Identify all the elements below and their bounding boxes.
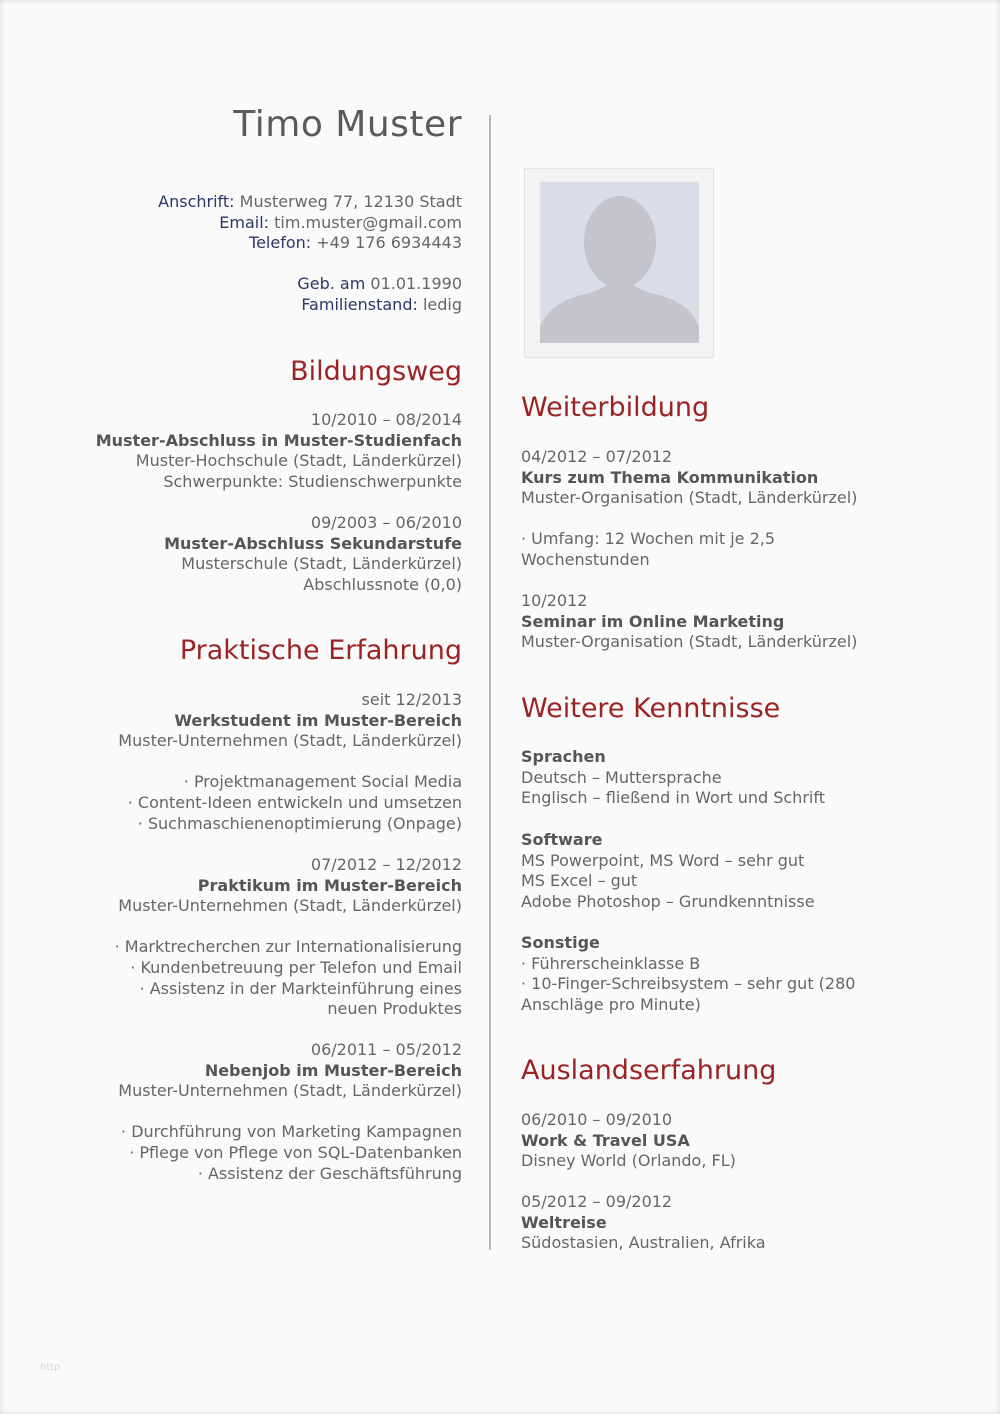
column-divider xyxy=(489,115,491,1250)
group-heading: Sonstige xyxy=(521,933,600,952)
abroad-entry xyxy=(521,1192,766,1254)
entry-title: Weltreise xyxy=(521,1212,607,1232)
bullet-item: · Kundenbetreuung per Telefon und Email xyxy=(130,957,462,977)
bullet-item: Wochenstunden xyxy=(521,549,650,569)
entry-title: Praktikum im Muster-Bereich xyxy=(197,875,462,895)
training-entry xyxy=(521,447,857,571)
entry-date: 10/2010 – 08/2014 xyxy=(310,410,462,429)
section-title-praxis: Praktische Erfahrung xyxy=(179,635,462,666)
contact-address xyxy=(158,192,462,213)
entry-institution: Muster-Hochschule (Stadt, Länderkürzel) xyxy=(135,451,462,471)
bullet-item: · Marktrecherchen zur Internationalisierung xyxy=(114,937,462,957)
entry-date: 09/2003 – 06/2010 xyxy=(310,513,462,532)
skill-line: Englisch – fließend in Wort und Schrift xyxy=(521,788,825,808)
entry-title: Work & Travel USA xyxy=(521,1130,690,1150)
watermark-text: http xyxy=(40,1362,61,1373)
skill-line: Adobe Photoshop – Grundkenntnisse xyxy=(521,891,815,911)
contact-phone xyxy=(249,233,462,254)
section-title-ausland: Auslandserfahrung xyxy=(521,1055,777,1086)
experience-entry xyxy=(118,1040,462,1184)
avatar xyxy=(540,182,699,343)
entry-organization: Muster-Unternehmen (Stadt, Länderkürzel) xyxy=(118,896,462,916)
bullet-item: · Pflege von Pflege von SQL-Datenbanken xyxy=(129,1142,462,1162)
person-name: Timo Muster xyxy=(233,104,462,145)
profile-photo-frame xyxy=(524,168,714,358)
spacer xyxy=(115,917,462,938)
education-entry xyxy=(96,410,462,492)
email-value: tim.muster@gmail.com xyxy=(274,213,462,232)
section-title-kenntnisse: Weitere Kenntnisse xyxy=(521,693,781,724)
group-heading: Sprachen xyxy=(521,747,606,766)
entry-organization: Muster-Organisation (Stadt, Länderkürzel) xyxy=(521,632,858,652)
entry-location: Südostasien, Australien, Afrika xyxy=(521,1233,766,1253)
email-label: Email: xyxy=(219,213,270,232)
bullet-item: neuen Produktes xyxy=(327,999,462,1019)
entry-date: 10/2012 xyxy=(521,591,588,610)
entry-organization: Muster-Unternehmen (Stadt, Länderkürzel) xyxy=(118,1081,462,1101)
entry-location: Disney World (Orlando, FL) xyxy=(521,1151,736,1171)
bullet-item: · Umfang: 12 Wochen mit je 2,5 xyxy=(521,529,776,549)
skills-group xyxy=(521,830,815,912)
phone-label: Telefon: xyxy=(249,233,312,252)
spacer xyxy=(521,509,857,530)
status-value: ledig xyxy=(422,295,462,314)
address-value: Musterweg 77, 12130 Stadt xyxy=(239,192,462,211)
experience-entry xyxy=(115,855,462,1020)
skills-group xyxy=(521,933,855,1015)
entry-organization: Muster-Organisation (Stadt, Länderkürzel) xyxy=(521,488,858,508)
skill-line: · Führerscheinklasse B xyxy=(521,953,701,973)
spacer xyxy=(118,752,462,773)
status-label: Familienstand: xyxy=(301,295,418,314)
abroad-entry xyxy=(521,1110,736,1172)
birth-label: Geb. am xyxy=(297,274,366,293)
skill-line: · 10-Finger-Schreibsystem – sehr gut (280 xyxy=(521,974,856,994)
skill-line: MS Excel – gut xyxy=(521,871,638,891)
entry-institution: Musterschule (Stadt, Länderkürzel) xyxy=(181,554,462,574)
contact-birth xyxy=(297,274,462,295)
birth-value: 01.01.1990 xyxy=(370,274,462,293)
section-title-bildungsweg: Bildungsweg xyxy=(290,356,462,387)
skill-line: Deutsch – Muttersprache xyxy=(521,767,722,787)
entry-date: 04/2012 – 07/2012 xyxy=(521,447,673,466)
spacer xyxy=(118,1102,462,1123)
bullet-item: · Assistenz in der Markteinführung eines xyxy=(139,978,462,998)
person-silhouette-icon xyxy=(540,182,699,343)
section-title-weiterbildung: Weiterbildung xyxy=(521,392,710,423)
experience-entry xyxy=(118,690,462,834)
group-heading: Software xyxy=(521,830,603,849)
skill-line: Anschläge pro Minute) xyxy=(521,994,701,1014)
entry-title: Nebenjob im Muster-Bereich xyxy=(204,1060,462,1080)
bullet-item: · Durchführung von Marketing Kampagnen xyxy=(121,1122,462,1142)
entry-title: Kurs zum Thema Kommunikation xyxy=(521,467,819,487)
entry-detail: Schwerpunkte: Studienschwerpunkte xyxy=(163,471,462,491)
contact-status xyxy=(301,295,462,316)
education-entry xyxy=(164,513,462,595)
bullet-item: · Suchmaschienenoptimierung (Onpage) xyxy=(137,813,462,833)
entry-organization: Muster-Unternehmen (Stadt, Länderkürzel) xyxy=(118,731,462,751)
entry-title: Muster-Abschluss in Muster-Studienfach xyxy=(95,430,462,450)
entry-date: seit 12/2013 xyxy=(361,690,462,709)
address-label: Anschrift: xyxy=(158,192,235,211)
entry-date: 05/2012 – 09/2012 xyxy=(521,1192,673,1211)
entry-detail: Abschlussnote (0,0) xyxy=(303,574,462,594)
skill-line: MS Powerpoint, MS Word – sehr gut xyxy=(521,850,805,870)
entry-date: 07/2012 – 12/2012 xyxy=(310,855,462,874)
bullet-item: · Content-Ideen entwickeln und umsetzen xyxy=(127,792,462,812)
entry-title: Muster-Abschluss Sekundarstufe xyxy=(164,533,462,553)
bullet-item: · Projektmanagement Social Media xyxy=(183,772,462,792)
entry-title: Werkstudent im Muster-Bereich xyxy=(174,710,462,730)
contact-email xyxy=(219,213,462,234)
entry-date: 06/2010 – 09/2010 xyxy=(521,1110,673,1129)
bullet-item: · Assistenz der Geschäftsführung xyxy=(197,1163,462,1183)
entry-title: Seminar im Online Marketing xyxy=(521,611,785,631)
training-entry xyxy=(521,591,857,653)
phone-value: +49 176 6934443 xyxy=(316,233,462,252)
entry-date: 06/2011 – 05/2012 xyxy=(310,1040,462,1059)
skills-group xyxy=(521,747,825,809)
